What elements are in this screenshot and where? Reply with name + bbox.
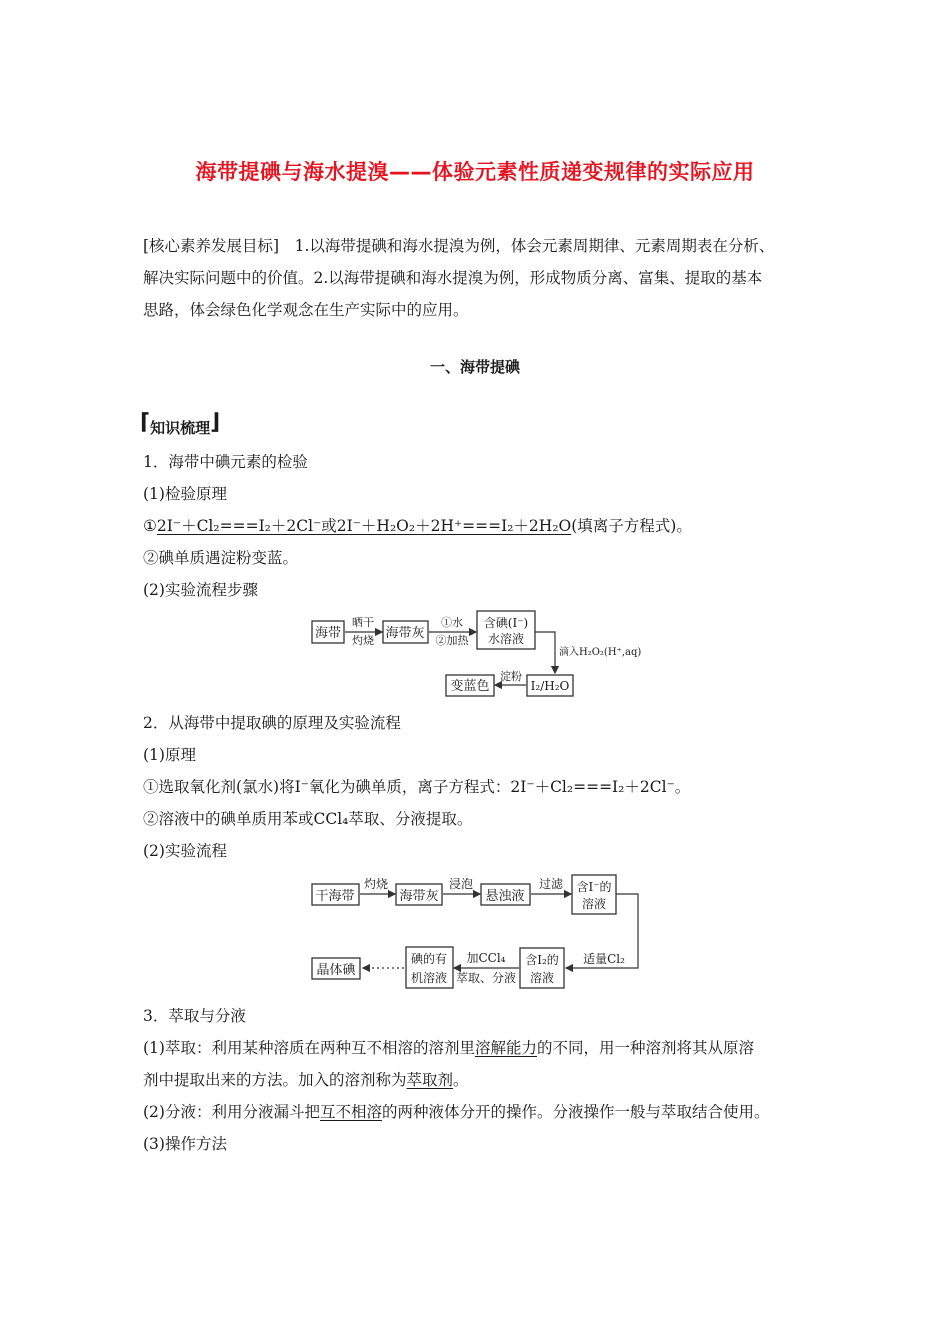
bracket-right-icon: ⌋: [210, 410, 221, 435]
item3-p1-line2: [143, 1070, 469, 1090]
flow2-arrow-5-top: 加CCl₄: [466, 951, 506, 965]
item3-p1-line1: [143, 1038, 754, 1058]
item1-sub2: (2)实验流程步骤: [143, 581, 258, 599]
item3-answer-solubility: 溶解能力: [474, 1039, 537, 1057]
flow1-arrow-3: [535, 632, 555, 673]
flow1-arrow-2-top: ①水: [441, 616, 463, 629]
item3-p1c: 剂中提取出来的方法。加入的溶剂称为: [143, 1071, 407, 1089]
flow2-box-iodide-line1: 含I⁻的: [576, 880, 612, 894]
flow1-arrow-4-label: 淀粉: [500, 670, 522, 683]
item3-p3: (3)操作方法: [143, 1135, 227, 1153]
flow2-box-iodine-line1: 含I₂的: [525, 953, 559, 967]
flow-diagram-2: [300, 870, 660, 995]
goal-line-1: [核心素养发展目标] 1.以海带提碘和海水提溴为例，体会元素周期律、元素周期表在分析、: [143, 237, 775, 255]
flow1-arrow-1-top: 晒干: [352, 616, 374, 629]
flow2-box-suspension-label: 悬浊液: [485, 889, 525, 904]
flow2-box-organic-line2: 机溶液: [410, 971, 448, 985]
item2-heading: 2．从海带中提取碘的原理及实验流程: [143, 714, 401, 732]
item1-eq-prefix: ①: [143, 517, 157, 535]
flow2-arrow-1-label: 灼烧: [363, 877, 389, 891]
item3-p1a: (1)萃取：利用某种溶质在两种互不相溶的溶剂里: [143, 1039, 475, 1057]
item3-p2: [143, 1102, 770, 1122]
item3-p2b: 的两种液体分开的操作。分液操作一般与萃取结合使用。: [381, 1103, 770, 1121]
flow1-box-ash-label: 海带灰: [385, 626, 425, 641]
item2-line2: ②溶液中的碘单质用苯或CCl₄萃取、分液提取。: [143, 810, 473, 828]
item3-heading: 3．萃取与分液: [143, 1007, 246, 1025]
item2-sub1: (1)原理: [143, 746, 196, 764]
flow2-box-iodide-line2: 溶液: [581, 897, 607, 911]
knowledge-badge-label: 知识梳理: [150, 419, 211, 437]
flow1-box-blue-label: 变蓝色: [450, 679, 490, 694]
item3-p1b: 的不同，用一种溶剂将其从原溶: [536, 1039, 754, 1057]
goal-line-3: 思路，体会绿色化学观念在生产实际中的应用。: [143, 301, 469, 319]
section-heading-1: 一、海带提碘: [429, 358, 520, 376]
flow2-box-dry-seaweed-label: 干海带: [315, 889, 355, 904]
flow2-box-organic-line1: 碘的有: [410, 952, 448, 966]
flow1-box-iodine-water-label: I₂/H₂O: [530, 679, 570, 693]
flow1-box-iodide-line1: 含碘(I⁻): [483, 616, 529, 630]
item3-answer-immiscible: 互不相溶: [319, 1103, 382, 1121]
item1-sub1: (1)检验原理: [143, 485, 227, 503]
flow2-box-crystal-iodine-label: 晶体碘: [316, 963, 356, 978]
item1-eq-answer: 2I⁻＋Cl₂===I₂＋2Cl⁻或2I⁻＋H₂O₂＋2H⁺===I₂＋2H₂O: [156, 517, 572, 535]
item1-line2: ②碘单质遇淀粉变蓝。: [143, 549, 299, 567]
flow2-arrow-4-label: 适量Cl₂: [583, 952, 625, 966]
knowledge-badge: [140, 410, 221, 439]
flow1-box-iodide-line2: 水溶液: [487, 632, 525, 646]
item1-equation: [143, 516, 692, 536]
goal-line-2: 解决实际问题中的价值。2.以海带提碘和海水提溴为例，形成物质分离、富集、提取的基本: [143, 269, 763, 287]
flow1-arrow-1-bottom: 灼烧: [352, 634, 374, 647]
flow2-box-iodine-line2: 溶液: [529, 971, 555, 985]
flow2-arrow-5-bottom: 萃取、分液: [455, 971, 517, 985]
flow-diagram-1: [300, 608, 660, 700]
flow1-arrow-3-label: 滴入H₂O₂(H⁺,aq): [559, 647, 642, 658]
flow2-arrow-2-label: 浸泡: [448, 877, 474, 891]
flow1-box-seaweed-label: 海带: [314, 626, 342, 641]
flow1-arrow-2-bottom: ②加热: [435, 634, 469, 647]
flow2-arrow-3-label: 过滤: [538, 877, 564, 891]
bracket-left-icon: ⌈: [140, 410, 151, 435]
item1-heading: 1．海带中碘元素的检验: [143, 453, 308, 471]
flow2-box-ash-label: 海带灰: [399, 889, 439, 904]
item2-sub2: (2)实验流程: [143, 842, 227, 860]
item2-line1: ①选取氧化剂(氯水)将I⁻氧化为碘单质，离子方程式：2I⁻＋Cl₂===I₂＋2Cl⁻。: [143, 778, 691, 796]
item3-p2a: (2)分液：利用分液漏斗把: [143, 1103, 320, 1121]
item3-answer-extractant: 萃取剂: [406, 1071, 454, 1089]
item1-eq-suffix: (填离子方程式)。: [571, 517, 692, 535]
page-title: 海带提碘与海水提溴——体验元素性质递变规律的实际应用: [195, 160, 755, 184]
item3-p1d: 。: [453, 1071, 469, 1089]
